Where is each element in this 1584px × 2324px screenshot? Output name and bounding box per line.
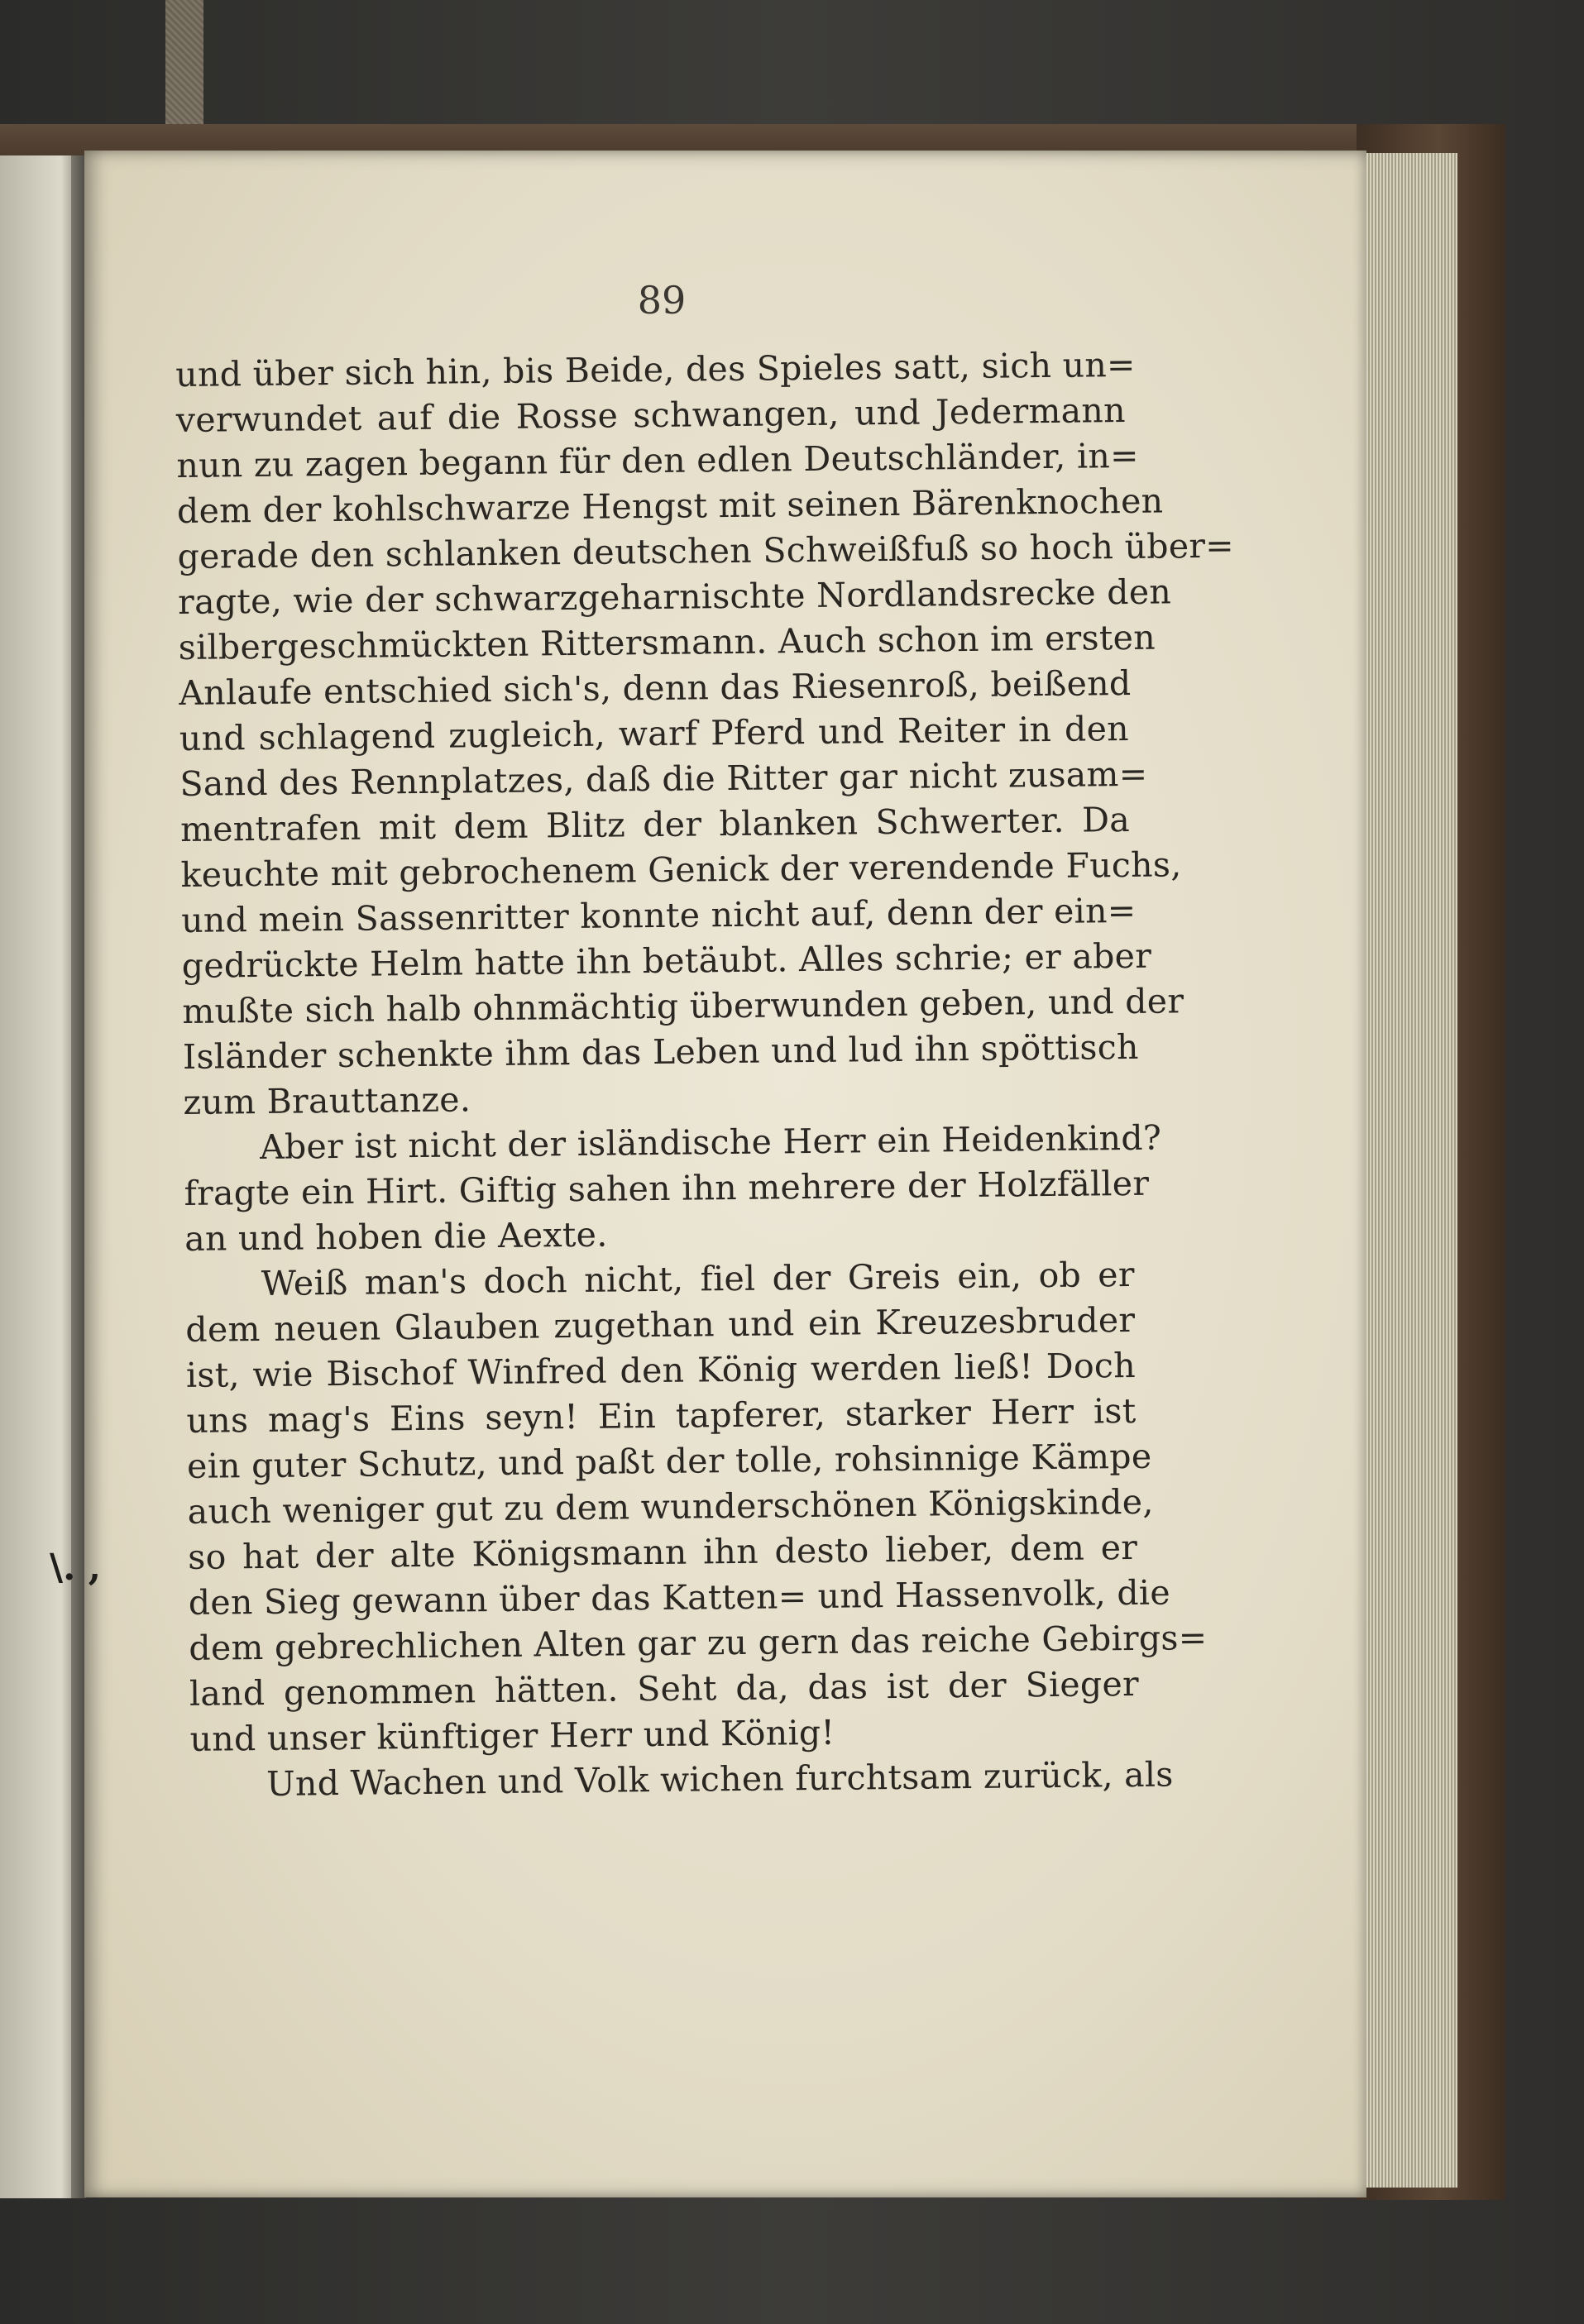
- body-text: [175, 342, 1235, 1808]
- text-line: fragte ein Hirt. Giftig sahen ihn mehrere der Holzfäller: [184, 1163, 1150, 1213]
- text-line: mußte sich halb ohnmächtig überwunden geben, und der: [182, 981, 1184, 1031]
- page-number: 89: [637, 278, 687, 323]
- text-line: ragte, wie der schwarzgeharnischte Nordlandsrecke den: [177, 571, 1172, 622]
- margin-marks: \. ,: [50, 1547, 102, 1589]
- text-line: und unser künftiger Herr und König!: [189, 1712, 835, 1759]
- text-line: land genommen hätten. Seht da, das ist der Sieger: [189, 1663, 1140, 1714]
- page-edges: [1365, 153, 1457, 2188]
- text-line: Anlaufe entschied sich's, denn das Riesenroß, beißend: [179, 662, 1132, 713]
- text-line: silbergeschmückten Rittersmann. Auch schon im ersten: [178, 617, 1156, 667]
- text-line: nun zu zagen begann für den edlen Deutschländer, in=: [176, 435, 1139, 485]
- text-line: mentrafen mit dem Blitz der blanken Schwerter. Da: [179, 799, 1131, 849]
- text-line: Isländer schenkte ihm das Leben und lud ihn spöttisch: [182, 1026, 1139, 1077]
- text-line: dem gebrechlichen Alten gar zu gern das reiche Gebirgs=: [189, 1618, 1208, 1668]
- text-line: und über sich hin, bis Beide, des Spieles satt, sich un=: [175, 344, 1136, 395]
- text-line: und schlagend zugleich, warf Pferd und Reiter in den: [179, 708, 1130, 758]
- text-line: zum Brauttanze.: [183, 1079, 471, 1122]
- text-line: so hat der alte Königsmann ihn desto lieber, dem er: [188, 1527, 1138, 1577]
- text-line: auch weniger gut zu dem wunderschönen Königskinde,: [187, 1481, 1154, 1532]
- text-line: Sand des Rennplatzes, daß die Ritter gar nicht zusam=: [179, 753, 1148, 804]
- text-line: den Sieg gewann über das Katten= und Hassenvolk, die: [188, 1572, 1171, 1623]
- text-line: Weiß man's doch nicht, fiel der Greis ein, ob er: [261, 1254, 1135, 1303]
- text-line: keuchte mit gebrochenem Genick der verendende Fuchs,: [180, 844, 1182, 895]
- text-line: verwundet auf die Rosse schwangen, und Jedermann: [175, 390, 1127, 440]
- text-line: an und hoben die Aexte.: [184, 1214, 608, 1259]
- text-line: gedrückte Helm hatte ihn betäubt. Alles schrie; er aber: [181, 935, 1152, 986]
- text-line: und mein Sassenritter konnte nicht auf, denn der ein=: [180, 890, 1137, 940]
- left-page-sliver: [0, 155, 76, 2198]
- text-line: Und Wachen und Volk wichen furchtsam zurück, als: [266, 1754, 1174, 1804]
- text-line: Aber ist nicht der isländische Herr ein Heidenkind?: [259, 1117, 1162, 1167]
- text-line: gerade den schlanken deutschen Schweißfuß so hoch über=: [177, 525, 1235, 576]
- text-line: ist, wie Bischof Winfred den König werden ließ! Doch: [185, 1345, 1137, 1395]
- text-line: dem der kohlschwarze Hengst mit seinen Bärenknochen: [176, 481, 1164, 531]
- text-line: uns mag's Eins seyn! Ein tapferer, starker Herr ist: [186, 1390, 1137, 1441]
- text-line: ein guter Schutz, und paßt der tolle, rohsinnige Kämpe: [186, 1436, 1152, 1486]
- text-line: dem neuen Glauben zugethan und ein Kreuzesbruder: [185, 1299, 1136, 1350]
